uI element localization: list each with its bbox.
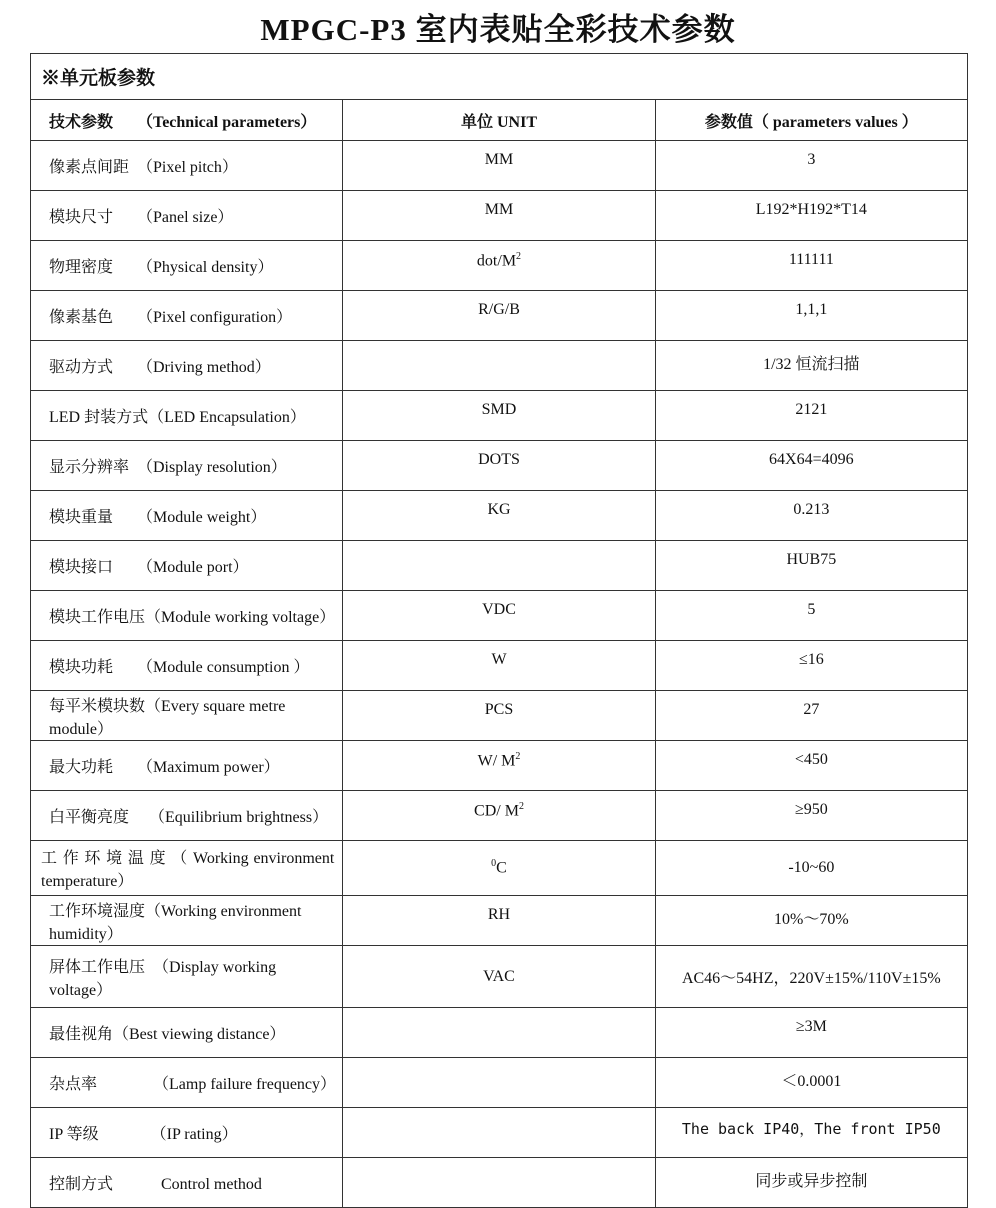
param-name: 屏体工作电压 （Display working voltage）: [31, 946, 343, 1008]
param-value: ≥3M: [655, 1008, 967, 1058]
unit-text: VDC: [482, 601, 516, 618]
param-value: HUB75: [655, 541, 967, 591]
unit-text: W/ M: [477, 752, 516, 770]
unit-text: VAC: [483, 967, 515, 985]
param-value: ≤16: [655, 641, 967, 691]
table-row: [31, 1008, 968, 1058]
param-unit: [343, 441, 655, 491]
table-row: [31, 1058, 968, 1108]
param-value: 同步或异步控制: [655, 1158, 967, 1208]
table-row: [31, 541, 968, 591]
param-value: 0.213: [655, 491, 967, 541]
param-unit: [343, 341, 655, 391]
param-value: 1/32 恒流扫描: [655, 341, 967, 391]
param-unit: [343, 896, 655, 946]
param-unit: [343, 591, 655, 641]
table-row: [31, 691, 968, 741]
param-unit: [343, 391, 655, 441]
unit-text: CD/ M: [474, 802, 519, 820]
param-value: 111111: [655, 241, 967, 291]
header-value: 参数值（ parameters values ）: [655, 100, 967, 141]
table-row: [31, 291, 968, 341]
param-unit: [343, 791, 655, 841]
param-value: 5: [655, 591, 967, 641]
param-unit: [343, 1058, 655, 1108]
param-name: 杂点率 （Lamp failure frequency）: [31, 1058, 343, 1108]
unit-text: RH: [487, 906, 511, 923]
param-unit: [343, 641, 655, 691]
param-name: 白平衡亮度 （Equilibrium brightness）: [31, 791, 343, 841]
table-row: [31, 191, 968, 241]
param-value: 64X64=4096: [655, 441, 967, 491]
param-unit: [343, 291, 655, 341]
table-row: [31, 791, 968, 841]
param-name: 每平米模块数（Every square metre module）: [31, 691, 343, 741]
param-name: 最佳视角（Best viewing distance）: [31, 1008, 343, 1058]
param-name: 模块重量 （Module weight）: [31, 491, 343, 541]
param-unit: [343, 741, 655, 791]
param-name: 控制方式 Control method: [31, 1158, 343, 1208]
param-name: IP 等级 （IP rating）: [31, 1108, 343, 1158]
unit-text: SMD: [481, 401, 517, 418]
unit-text: C: [496, 859, 507, 877]
unit-superscript: 2: [516, 251, 522, 262]
param-name: 物理密度 （Physical density）: [31, 241, 343, 291]
param-name: 模块接口 （Module port）: [31, 541, 343, 591]
param-value: 10%～70%: [655, 896, 967, 946]
param-name: 像素点间距 （Pixel pitch）: [31, 141, 343, 191]
unit-text: PCS: [484, 701, 514, 718]
param-name: 模块工作电压（Module working voltage）: [31, 591, 343, 641]
unit-text: R/G/B: [478, 301, 520, 318]
unit-text: dot/M: [476, 252, 517, 270]
param-name: 驱动方式 （Driving method）: [31, 341, 343, 391]
param-value: L192*H192*T14: [655, 191, 967, 241]
header-param: 技术参数 （Technical parameters）: [31, 100, 343, 141]
unit-text: MM: [484, 201, 514, 218]
unit-superscript: 2: [518, 801, 524, 812]
table-row: [31, 341, 968, 391]
param-name: 最大功耗 （Maximum power）: [31, 741, 343, 791]
param-unit: [343, 541, 655, 591]
param-unit: [343, 191, 655, 241]
table-row: [31, 896, 968, 946]
table-row: [31, 491, 968, 541]
header-unit: 单位 UNIT: [343, 100, 655, 141]
param-value: AC46～54HZ，220V±15%/110V±15%: [655, 946, 967, 1008]
param-value: <450: [655, 741, 967, 791]
param-name: 像素基色 （Pixel configuration）: [31, 291, 343, 341]
spec-table: [30, 53, 968, 1208]
unit-text: KG: [487, 501, 511, 518]
table-row: [31, 391, 968, 441]
table-row: [31, 591, 968, 641]
param-unit: [343, 141, 655, 191]
section-title: ※单元板参数: [31, 54, 968, 100]
table-row: [31, 241, 968, 291]
param-value: -10~60: [655, 841, 967, 896]
param-value: ＜0.0001: [655, 1058, 967, 1108]
param-value: ≥950: [655, 791, 967, 841]
param-unit: [343, 691, 655, 741]
param-value: 1,1,1: [655, 291, 967, 341]
param-unit: [343, 841, 655, 896]
table-row: [31, 841, 968, 896]
table-row: [31, 141, 968, 191]
param-value: 3: [655, 141, 967, 191]
param-value: 2121: [655, 391, 967, 441]
param-unit: [343, 241, 655, 291]
table-row: [31, 1108, 968, 1158]
section-row: [31, 54, 968, 100]
unit-superscript: 2: [515, 751, 521, 762]
page-title: MPGC-P3 室内表贴全彩技术参数: [260, 12, 736, 47]
param-value: The back IP40，The front IP50: [655, 1108, 967, 1158]
param-unit: [343, 1008, 655, 1058]
table-row: [31, 641, 968, 691]
param-unit: [343, 1108, 655, 1158]
table-row: [31, 946, 968, 1008]
param-name: 显示分辨率 （Display resolution）: [31, 441, 343, 491]
unit-text: W: [491, 651, 507, 668]
param-unit: [343, 1158, 655, 1208]
table-row: [31, 441, 968, 491]
param-name: 模块尺寸 （Panel size）: [31, 191, 343, 241]
param-name: LED 封装方式（LED Encapsulation）: [31, 391, 343, 441]
param-unit: [343, 946, 655, 1008]
param-name: 工 作 环 境 温 度 （ Working environment temperature）: [31, 841, 343, 896]
unit-text: DOTS: [478, 451, 520, 468]
unit-text: MM: [484, 151, 514, 168]
header-row: [31, 100, 968, 141]
table-row: [31, 741, 968, 791]
param-name: 工作环境湿度（Working environment humidity）: [31, 896, 343, 946]
param-unit: [343, 491, 655, 541]
param-value: 27: [655, 691, 967, 741]
table-row: [31, 1158, 968, 1208]
param-name: 模块功耗 （Module consumption ）: [31, 641, 343, 691]
unit-prefix-superscript: 0: [491, 858, 497, 870]
